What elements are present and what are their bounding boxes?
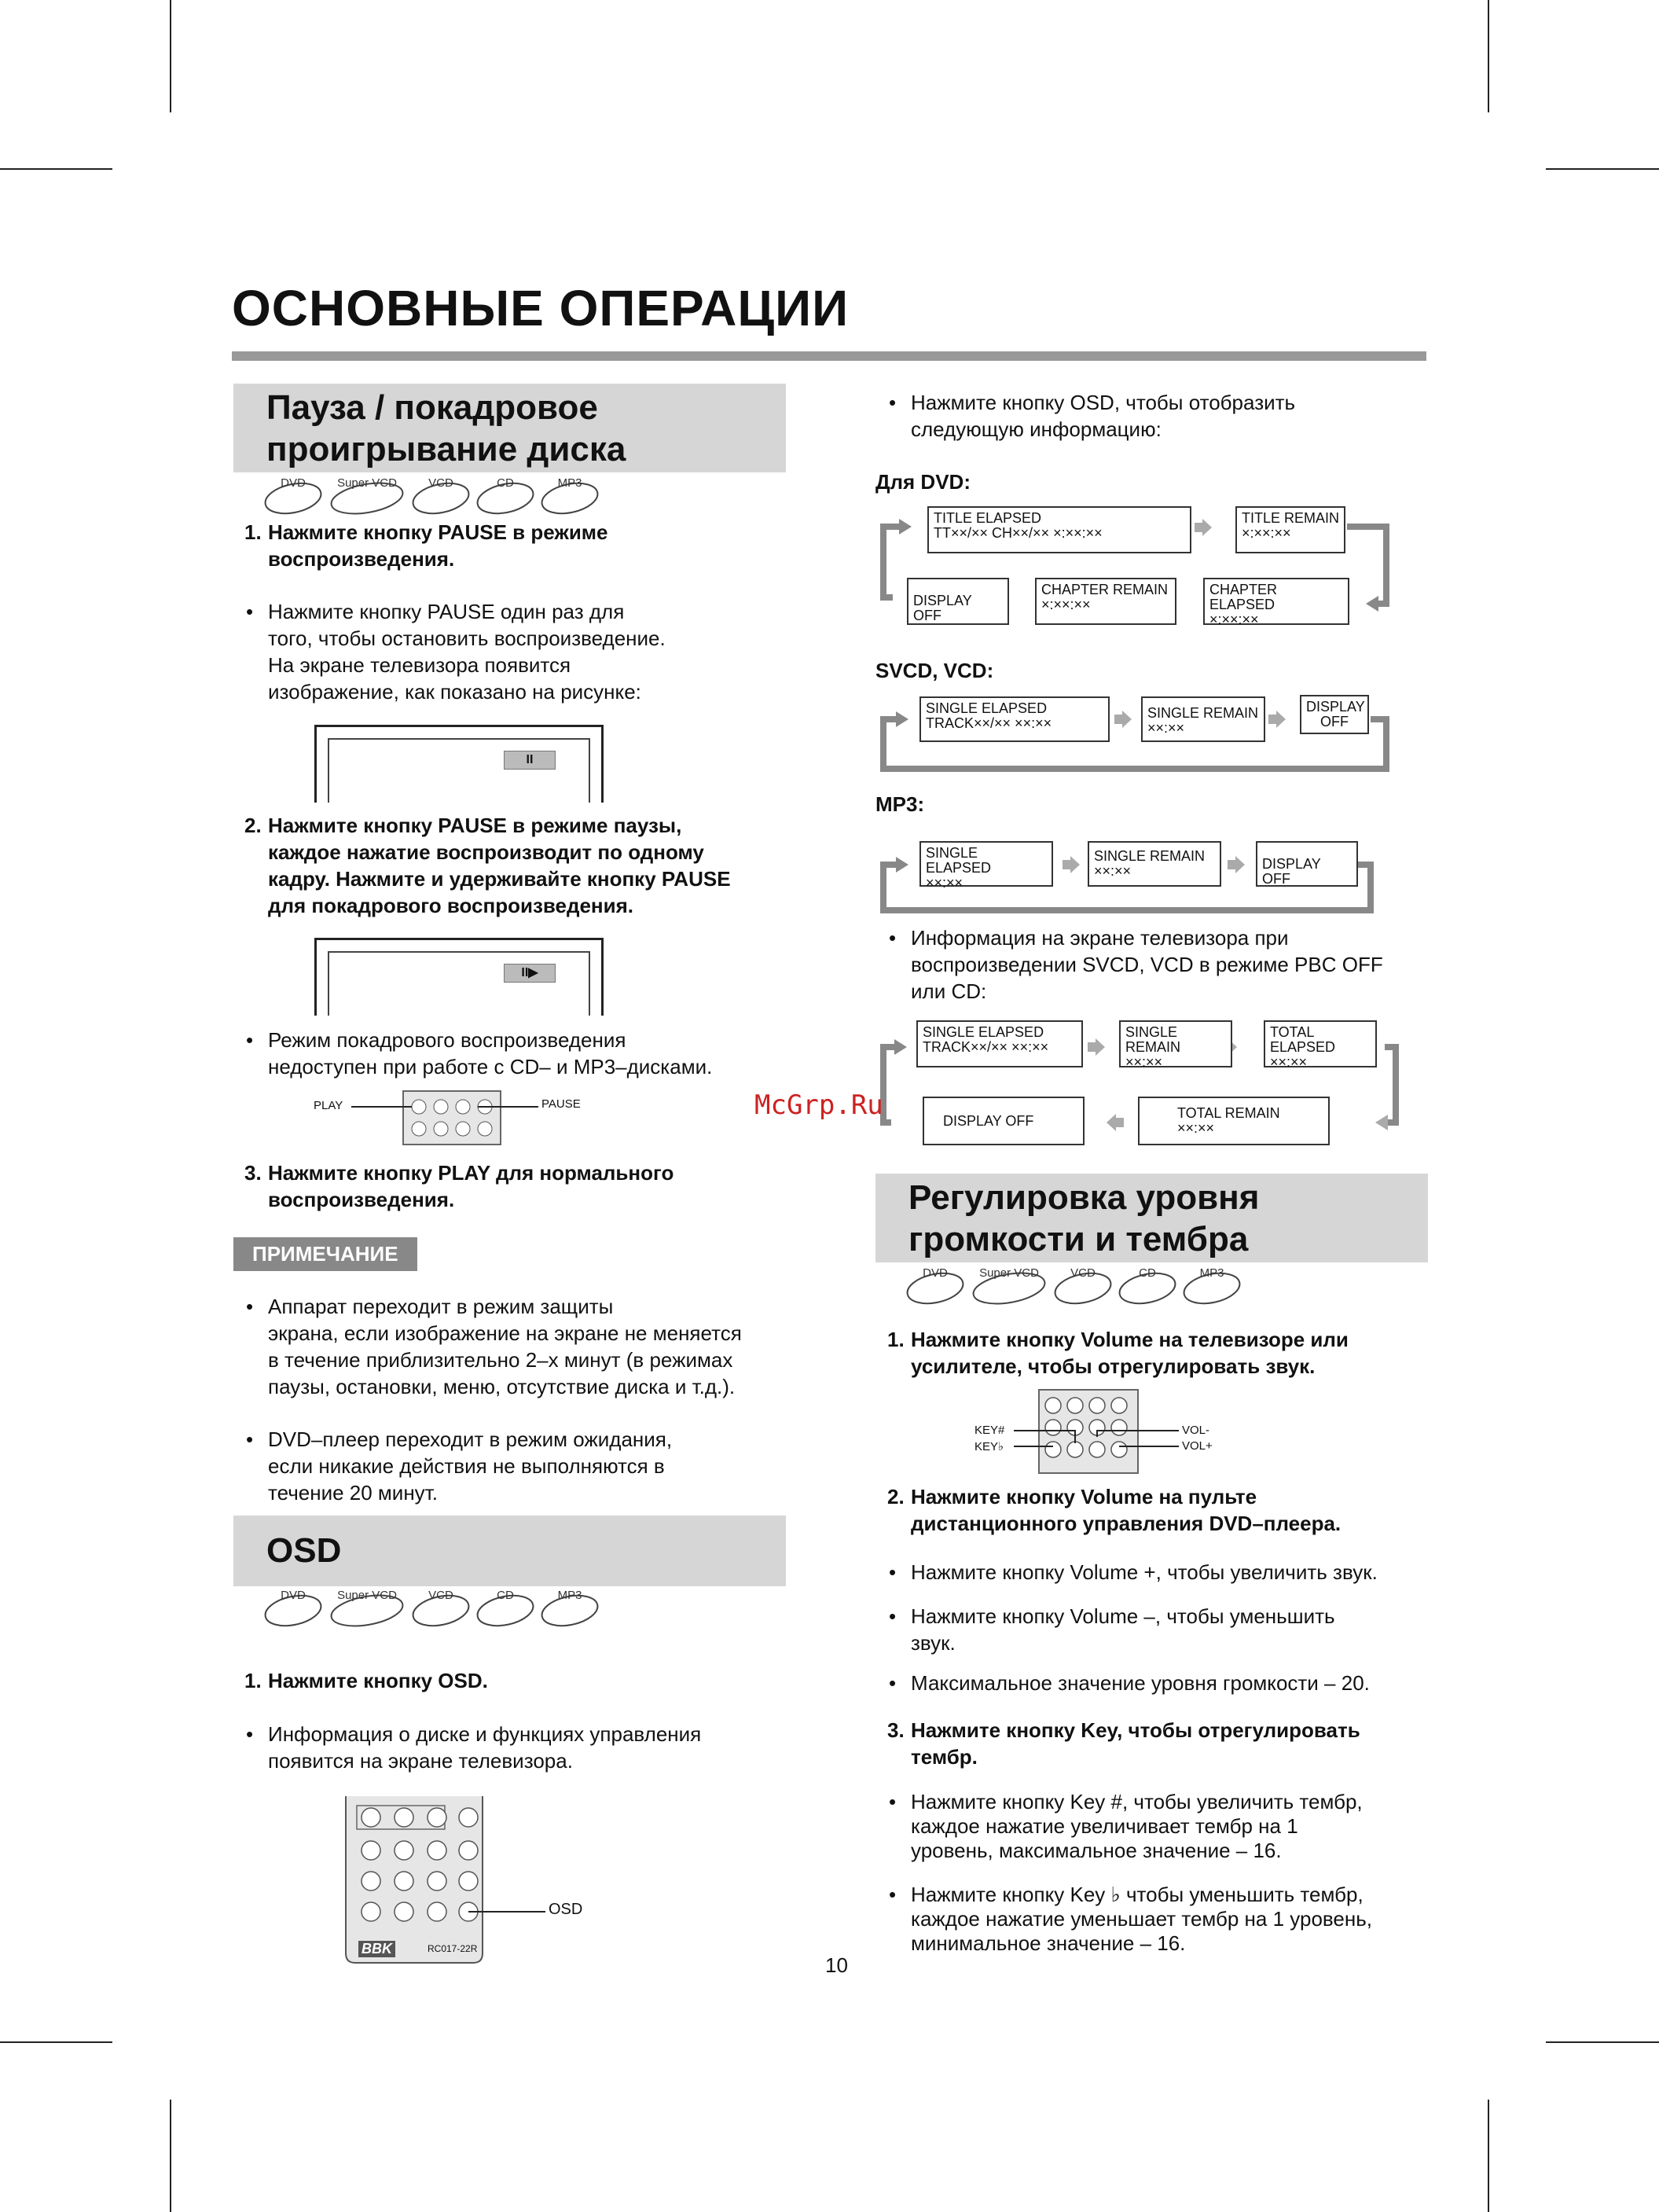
step-frame-icon: II▶ (504, 964, 556, 983)
dvd-label: Для DVD: (875, 470, 971, 494)
volume-bullet-4: • Нажмите кнопку Key #, чтобы увеличить тембр, каждое нажатие увеличивает тембр на 1 уровень, максимальное значение – 16. (889, 1790, 1363, 1862)
crop-mark (1488, 0, 1489, 112)
section-pause-heading (233, 384, 786, 472)
pause-step-2: 2. Нажмите кнопку PAUSE в режиме паузы, каждое нажатие воспроизводит по одному кадру. Нажмите и удерживайте кнопку PAUSE для покадрового воспроизведения. (244, 814, 731, 917)
pause-bullet-1: • Нажмите кнопку PAUSE один раз для того, чтобы остановить воспроизведение. На экране телевизора появится изображение, как показано на рисунке: (246, 600, 666, 704)
dvd-chapter-remain: CHAPTER REMAIN ×:××:×× (1035, 578, 1176, 625)
volume-bullet-3: • Максимальное значение уровня громкости – 20. (889, 1671, 1370, 1695)
mp3-display-off: DISPLAY OFF (1256, 841, 1358, 887)
format-badge: MP3 (540, 480, 600, 516)
svcd-single-remain: SINGLE REMAIN ××:×× (1141, 696, 1265, 742)
pause-step-1: 1. Нажмите кнопку PAUSE в режиме воспроизведения. (244, 520, 608, 571)
note-bullet-2: • DVD–плеер переходит в режим ожидания, если никакие действия не выполняются в течение 20 минут. (246, 1428, 673, 1505)
osd-step-1: 1. Нажмите кнопку OSD. (244, 1669, 488, 1692)
format-badge: CD (475, 1592, 535, 1628)
vol-plus-label: VOL+ (1182, 1439, 1213, 1453)
dvd-display-off: DISPLAY OFF (907, 578, 1009, 625)
note-bullet-1: • Аппарат переходит в режим защиты экрана, если изображение на экране не меняется в течение приблизительно 2–х минут (в режимах паузы, остановки, меню, отсутствие диска и т.д.). (246, 1295, 742, 1398)
format-badge: VCD (1053, 1270, 1113, 1306)
volume-bullet-2: • Нажмите кнопку Volume –, чтобы уменьшить звук. (889, 1604, 1335, 1655)
key-flat-label: KEY♭ (974, 1440, 1004, 1453)
pbc-display-off: DISPLAY OFF (923, 1097, 1085, 1145)
crop-mark (1546, 2041, 1659, 2043)
format-badge: DVD (263, 480, 323, 516)
pbc-bullet: • Информация на экране телевизора при воспроизведении SVCD, VCD в режиме PBC OFF или CD: (889, 926, 1383, 1003)
format-badge: Super VCD (970, 1270, 1048, 1306)
svcd-label: SVCD, VCD: (875, 659, 994, 682)
remote-fragment (310, 1089, 562, 1146)
title-rule (232, 351, 1426, 361)
pause-bullet-2: • Режим покадрового воспроизведения недоступен при работе с CD– и MP3–дисками. (246, 1028, 713, 1078)
mp3-single-elapsed: SINGLE ELAPSED ××:×× (919, 841, 1053, 887)
remote-volume-illustration (974, 1388, 1242, 1475)
pbc-total-remain: TOTAL REMAIN ××:×× (1138, 1097, 1330, 1145)
osd-bullet-1: • Информация о диске и функциях управления появится на экране телевизора. (246, 1722, 702, 1773)
pbc-single-remain: SINGLE REMAIN ××:×× (1119, 1020, 1232, 1067)
osd-intro: • Нажмите кнопку OSD, чтобы отобразить следующую информацию: (889, 391, 1296, 441)
volume-step-2: 2. Нажмите кнопку Volume на пульте дистанционного управления DVD–плеера. (887, 1485, 1342, 1535)
mp3-osd-diagram (875, 838, 1378, 920)
remote-body (344, 1796, 604, 1965)
tv-pause-illustration (314, 725, 604, 803)
crop-mark (1546, 168, 1659, 170)
osd-heading: OSD (266, 1531, 342, 1570)
remote-play-pause-illustration (310, 1089, 581, 1146)
osd-label: OSD (549, 1901, 583, 1918)
dvd-title-elapsed: TITLE ELAPSED TT××/×× CH××/×× ×:××:×× (927, 506, 1191, 553)
section-osd-heading (233, 1516, 786, 1586)
tv-step-illustration (314, 938, 604, 1016)
crop-mark (170, 2100, 171, 2212)
play-label: PLAY (314, 1099, 343, 1112)
note-label: ПРИМЕЧАНИЕ (233, 1237, 417, 1271)
format-badge: MP3 (1182, 1270, 1242, 1306)
dvd-osd-diagram (875, 503, 1394, 629)
svcd-osd-diagram (875, 692, 1394, 778)
pause-heading-line1: Пауза / покадровое (266, 388, 598, 427)
pbc-single-elapsed: SINGLE ELAPSED TRACK××/×× ××:×× (916, 1020, 1083, 1067)
format-badges (263, 1589, 600, 1628)
format-badge: MP3 (540, 1592, 600, 1628)
format-badge: CD (475, 480, 535, 516)
svcd-single-elapsed: SINGLE ELAPSED TRACK××/×× ××:×× (919, 696, 1110, 742)
format-badges (263, 476, 600, 516)
pbc-osd-diagram (875, 1016, 1410, 1149)
watermark: McGrp.Ru (754, 1089, 883, 1121)
volume-bullet-1: • Нажмите кнопку Volume +, чтобы увеличить звук. (889, 1560, 1378, 1584)
volume-heading-line1: Регулировка уровня (908, 1178, 1260, 1217)
brand-logo: BBK (358, 1941, 395, 1957)
page-title: ОСНОВНЫЕ ОПЕРАЦИИ (232, 280, 850, 336)
pbc-total-elapsed: TOTAL ELAPSED ××:×× (1264, 1020, 1377, 1067)
dvd-title-remain: TITLE REMAIN ×:××:×× (1235, 506, 1345, 553)
volume-step-3: 3. Нажмите кнопку Key, чтобы отрегулировать тембр. (887, 1718, 1360, 1769)
volume-heading-line2: громкости и тембра (908, 1220, 1249, 1258)
volume-step-1: 1. Нажмите кнопку Volume на телевизоре или усилителе, чтобы отрегулировать звук. (887, 1328, 1349, 1378)
format-badges (905, 1266, 1242, 1306)
pause-icon: II (504, 751, 556, 770)
key-sharp-label: KEY# (974, 1424, 1005, 1437)
remote-osd-illustration (344, 1796, 604, 1965)
mp3-label: MP3: (875, 792, 925, 816)
crop-mark (170, 0, 171, 112)
vol-minus-label: VOL- (1182, 1424, 1210, 1437)
crop-mark (0, 168, 112, 170)
format-badge: Super VCD (328, 480, 406, 516)
volume-bullet-5: • Нажмите кнопку Key ♭ чтобы уменьшить тембр, каждое нажатие уменьшает тембр на 1 уровень, минимальное значение – 16. (889, 1883, 1373, 1955)
section-volume-heading (875, 1174, 1428, 1262)
page-number: 10 (825, 1953, 848, 1977)
dvd-chapter-elapsed: CHAPTER ELAPSED ×:××:×× (1203, 578, 1349, 625)
format-badge: Super VCD (328, 1592, 406, 1628)
crop-mark (1488, 2100, 1489, 2212)
format-badge: VCD (411, 480, 471, 516)
crop-mark (0, 2041, 112, 2043)
pause-heading-line2: проигрывание диска (266, 430, 626, 468)
pause-label: PAUSE (541, 1097, 581, 1111)
svcd-display-off: DISPLAY OFF (1300, 695, 1369, 734)
format-badge: DVD (905, 1270, 965, 1306)
mp3-single-remain: SINGLE REMAIN ××:×× (1088, 841, 1221, 887)
format-badge: VCD (411, 1592, 471, 1628)
pause-step-3: 3. Нажмите кнопку PLAY для нормального воспроизведения. (244, 1161, 674, 1211)
format-badge: DVD (263, 1592, 323, 1628)
remote-model: RC017-22R (428, 1943, 478, 1954)
format-badge: CD (1118, 1270, 1177, 1306)
